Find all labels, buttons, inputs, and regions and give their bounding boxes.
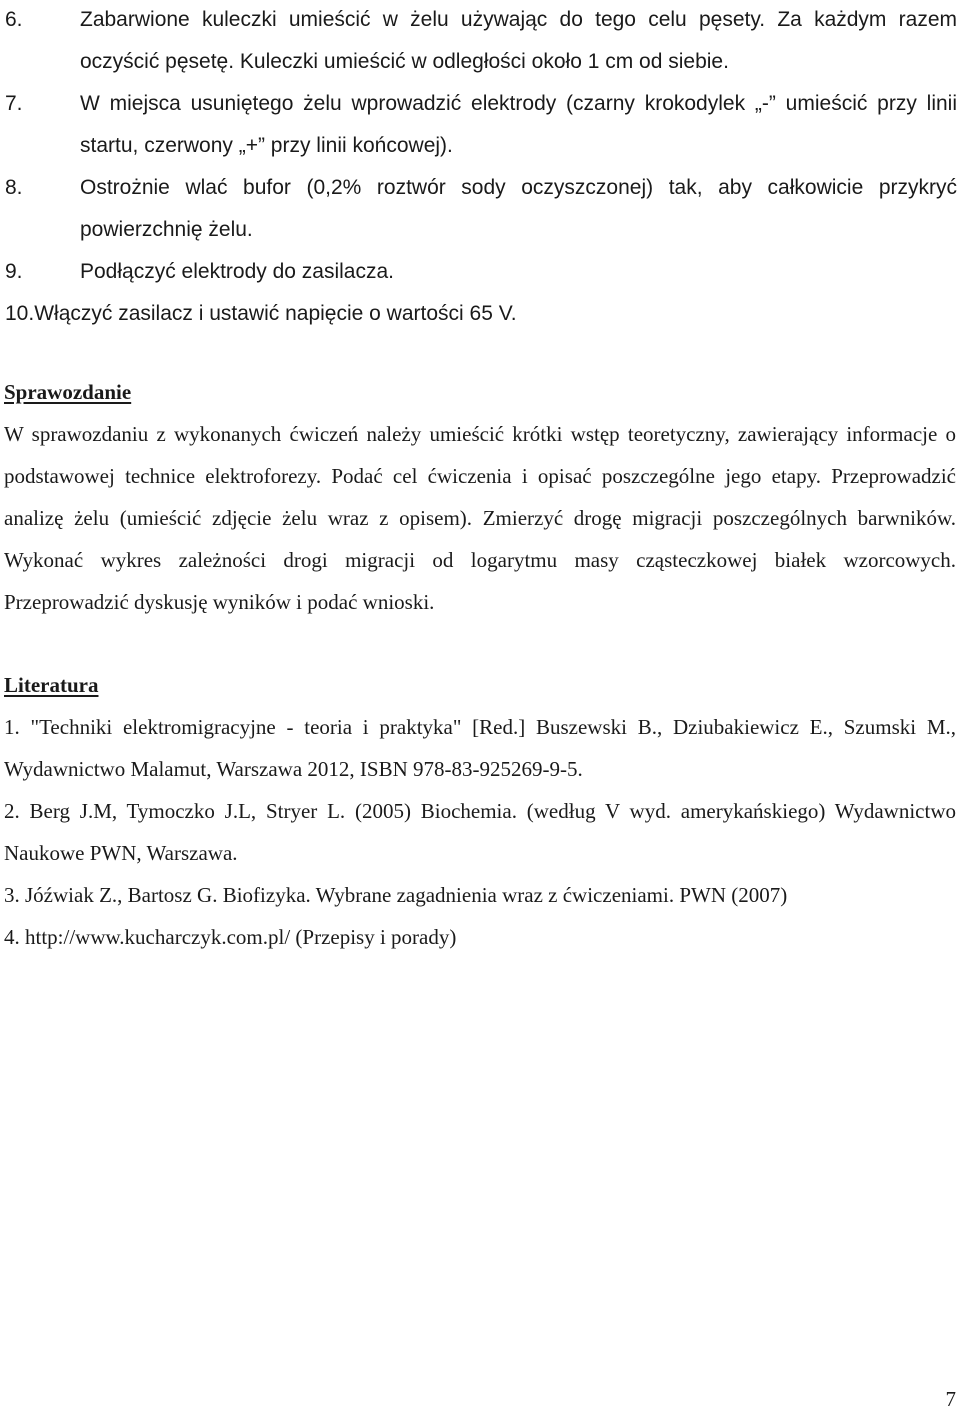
step-text: Zabarwione kuleczki umieścić w żelu używając do tego celu pęsety. Za każdym razem oczyścić pęsetę. Kuleczki umieścić w odległości około 1 cm od siebie.	[80, 8, 957, 73]
report-paragraph: W sprawozdaniu z wykonanych ćwiczeń należy umieścić krótki wstęp teoretyczny, zawierający informacje o podstawowej technice elektroforezy. Podać cel ćwiczenia i opisać poszczególne jego etapy. Przeprowadzić analizę żelu (umieścić zdjęcie żelu wraz z opisem). Zmierzyć drogę migracji poszczególnych barwników. Wykonać wykres zależności drogi migracji od logarytmu masy cząsteczkowej białek wzorcowych. Przeprowadzić dyskusję wyników i podać wnioski.	[4, 422, 956, 614]
step-7	[5, 83, 957, 167]
report-heading: Sprawozdanie	[4, 380, 132, 404]
step-text: Ostrożnie wlać bufor (0,2% roztwór sody oczyszczonej) tak, aby całkowicie przykryć powierzchnię żelu.	[80, 176, 957, 241]
step-number: 6.	[5, 8, 23, 31]
step-number: 7.	[5, 92, 23, 115]
step-number: 10.	[5, 302, 35, 325]
step-number: 9.	[5, 260, 23, 283]
literature-heading: Literatura	[4, 673, 99, 697]
literature-item: 4. http://www.kucharczyk.com.pl/ (Przepisy i porady)	[4, 925, 457, 949]
step-number: 8.	[5, 176, 23, 199]
literature-item: 1. "Techniki elektromigracyjne - teoria i praktyka" [Red.] Buszewski B., Dziubakiewicz E., Szumski M., Wydawnictwo Malamut, Warszawa 2012, ISBN 978-83-925269-9-5.	[4, 715, 956, 781]
step-text: Włączyć zasilacz i ustawić napięcie o wartości 65 V.	[34, 302, 517, 325]
literature-item: 2. Berg J.M, Tymoczko J.L, Stryer L. (2005) Biochemia. (według V wyd. amerykańskiego) Wydawnictwo Naukowe PWN, Warszawa.	[4, 799, 956, 865]
step-6	[5, 0, 957, 83]
procedure-steps	[5, 0, 957, 335]
step-10	[5, 293, 957, 335]
step-9	[5, 251, 957, 293]
step-text: Podłączyć elektrody do zasilacza.	[80, 260, 394, 283]
step-8	[5, 167, 957, 251]
page-number: 7	[945, 1387, 956, 1411]
literature-list	[4, 706, 956, 958]
step-text: W miejsca usuniętego żelu wprowadzić elektrody (czarny krokodylek „-” umieścić przy linii startu, czerwony „+” przy linii końcowej).	[80, 92, 957, 157]
literature-item: 3. Jóźwiak Z., Bartosz G. Biofizyka. Wybrane zagadnienia wraz z ćwiczeniami. PWN (2007)	[4, 883, 788, 907]
